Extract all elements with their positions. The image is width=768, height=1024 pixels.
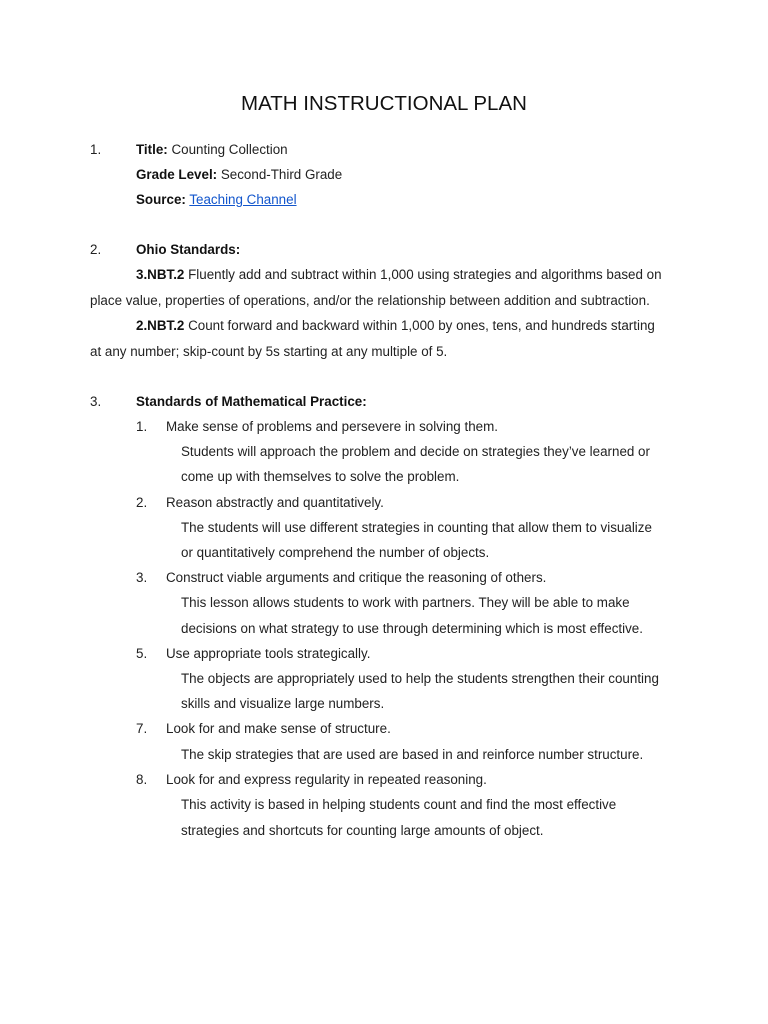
section-1-number: 1.: [90, 142, 102, 157]
title-label: Title:: [136, 142, 168, 157]
source-label: Source:: [136, 192, 186, 207]
standard-2-line-1: [136, 319, 655, 332]
practice-heading: Standards of Mathematical Practice:: [136, 394, 367, 409]
practice-detail: Students will approach the problem and decide on strategies they’ve learned or: [181, 444, 650, 459]
standard-1-line-1: [136, 268, 662, 281]
practice-detail: The students will use different strategies in counting that allow them to visualize: [181, 520, 652, 535]
practice-detail: strategies and shortcuts for counting large amounts of object.: [181, 823, 544, 838]
page-title: MATH INSTRUCTIONAL PLAN: [241, 92, 527, 115]
practice-detail: This lesson allows students to work with partners. They will be able to make: [181, 595, 630, 610]
practice-label: Reason abstractly and quantitatively.: [166, 495, 384, 510]
section-3-number: 3.: [90, 394, 102, 409]
practice-detail: or quantitatively comprehend the number of objects.: [181, 545, 490, 560]
source-link[interactable]: Teaching Channel: [189, 192, 297, 207]
standard-1-text: Fluently add and subtract within 1,000 using strategies and algorithms based on: [188, 267, 662, 282]
practice-detail: come up with themselves to solve the problem.: [181, 469, 460, 484]
grade-level-line: [136, 168, 342, 181]
source-line: [136, 193, 297, 206]
section-2-heading: [136, 243, 240, 256]
ohio-standards-heading: Ohio Standards:: [136, 242, 241, 257]
standard-2-line-2: at any number; skip-count by 5s starting at any multiple of 5.: [90, 344, 448, 359]
practice-number: 2.: [136, 495, 148, 510]
practice-number: 8.: [136, 772, 148, 787]
practice-number: 1.: [136, 419, 148, 434]
practice-label: Use appropriate tools strategically.: [166, 646, 371, 661]
section-2-number: 2.: [90, 242, 102, 257]
practice-number: 3.: [136, 570, 148, 585]
title-line: [136, 143, 288, 156]
title-value: Counting Collection: [171, 142, 288, 157]
standard-2-code: 2.NBT.2: [136, 318, 185, 333]
standard-1-line-2: place value, properties of operations, and/or the relationship between addition and subtraction.: [90, 293, 650, 308]
practice-label: Look for and express regularity in repeated reasoning.: [166, 772, 487, 787]
section-3-heading: [136, 395, 367, 408]
practice-detail: The skip strategies that are used are based in and reinforce number structure.: [181, 747, 644, 762]
standard-1-code: 3.NBT.2: [136, 267, 185, 282]
practice-label: Look for and make sense of structure.: [166, 721, 391, 736]
practice-label: Make sense of problems and persevere in solving them.: [166, 419, 498, 434]
practice-number: 7.: [136, 721, 148, 736]
practice-label: Construct viable arguments and critique the reasoning of others.: [166, 570, 547, 585]
grade-level-label: Grade Level:: [136, 167, 218, 182]
practice-detail: skills and visualize large numbers.: [181, 696, 385, 711]
practice-number: 5.: [136, 646, 148, 661]
grade-level-value: Second-Third Grade: [220, 167, 343, 182]
practice-detail: The objects are appropriately used to help the students strengthen their counting: [181, 671, 659, 686]
standard-2-text: Count forward and backward within 1,000 by ones, tens, and hundreds starting: [188, 318, 655, 333]
practice-detail: This activity is based in helping students count and find the most effective: [181, 797, 617, 812]
practice-detail: decisions on what strategy to use through determining which is most effective.: [181, 621, 643, 636]
